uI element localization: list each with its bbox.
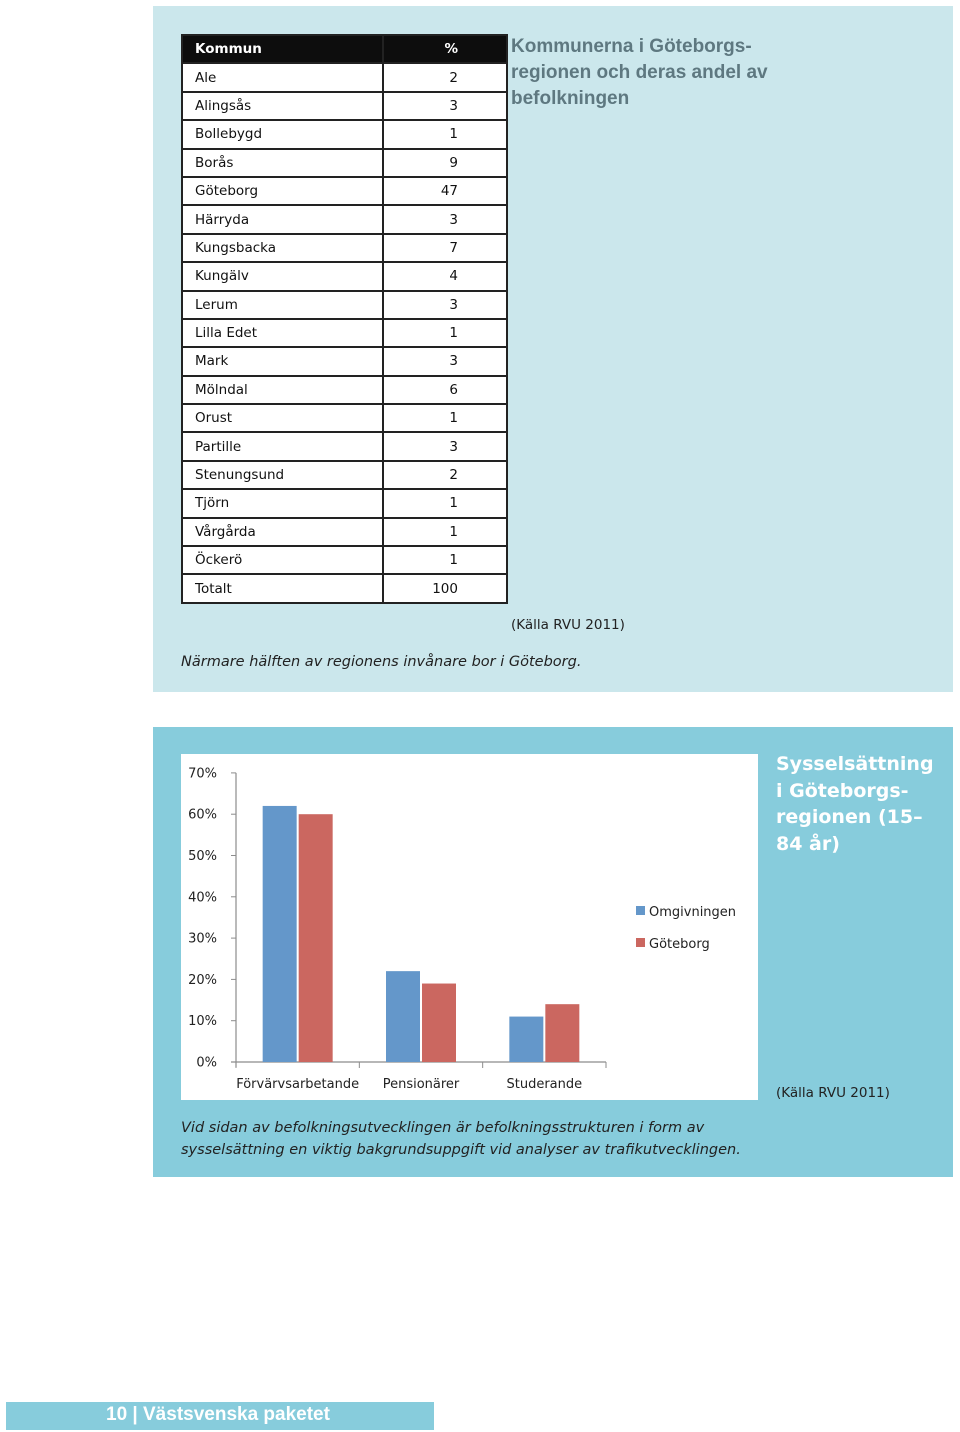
municipality-name: Orust	[182, 404, 383, 432]
table-row	[182, 347, 507, 375]
municipality-name: Mölndal	[182, 376, 383, 404]
municipality-percent: 1	[383, 319, 507, 347]
municipality-percent: 2	[383, 461, 507, 489]
bar-omgivningen-1	[263, 806, 297, 1062]
category-label: Pensionärer	[382, 1077, 460, 1092]
municipality-percent: 3	[383, 205, 507, 233]
municipality-percent: 47	[383, 177, 507, 205]
legend-label: Omgivningen	[649, 905, 737, 920]
municipality-name: Kungsbacka	[182, 234, 383, 262]
chart-title: Sysselsättning i Göteborgs-regionen (15–84 år)	[776, 753, 934, 855]
municipality-name: Vårgårda	[182, 518, 383, 546]
municipality-percent: 3	[383, 92, 507, 120]
legend-swatch-omgivningen	[636, 906, 645, 915]
chart-source: (Källa RVU 2011)	[776, 1085, 890, 1101]
table-row	[182, 376, 507, 404]
municipality-name: Stenungsund	[182, 461, 383, 489]
category-label: Studerande	[506, 1077, 583, 1092]
table-row	[182, 518, 507, 546]
municipality-percent: 1	[383, 120, 507, 148]
footer-text: 10 | Västsvenska paketet	[106, 1404, 330, 1425]
bar-göteborg-1	[299, 814, 333, 1062]
municipality-name: Ale	[182, 63, 383, 91]
table-row	[182, 404, 507, 432]
municipality-percent: 4	[383, 262, 507, 290]
table-row	[182, 205, 507, 233]
y-tick-label: 30%	[188, 931, 217, 947]
municipality-name: Öckerö	[182, 546, 383, 574]
municipality-name: Tjörn	[182, 489, 383, 517]
table-header-row	[182, 35, 507, 63]
legend-label: Göteborg	[649, 937, 710, 952]
municipality-percent: 1	[383, 546, 507, 574]
municipality-name: Totalt	[182, 574, 383, 602]
municipality-percent: 3	[383, 291, 507, 319]
legend-swatch-göteborg	[636, 938, 645, 947]
y-tick-label: 70%	[188, 766, 217, 782]
municipality-percent: 2	[383, 63, 507, 91]
y-tick-label: 10%	[188, 1014, 217, 1030]
municipality-name: Göteborg	[182, 177, 383, 205]
table-row	[182, 432, 507, 460]
table-title: Kommunerna i Göteborgs-regionen och deras andel av befolkningen	[511, 36, 768, 109]
bar-omgivningen-3	[509, 1017, 543, 1062]
table-row	[182, 546, 507, 574]
municipality-percent: 9	[383, 149, 507, 177]
table-row	[182, 489, 507, 517]
table-row	[182, 319, 507, 347]
municipality-name: Mark	[182, 347, 383, 375]
table-source: (Källa RVU 2011)	[511, 617, 625, 633]
bar-omgivningen-2	[386, 971, 420, 1062]
y-tick-label: 0%	[196, 1055, 217, 1071]
y-tick-label: 60%	[188, 807, 217, 823]
y-tick-label: 20%	[188, 972, 217, 988]
municipality-name: Alingsås	[182, 92, 383, 120]
municipality-name: Partille	[182, 432, 383, 460]
table-row	[182, 92, 507, 120]
table-row	[182, 63, 507, 91]
header-percent: %	[383, 35, 507, 63]
municipality-percent: 100	[383, 574, 507, 602]
table-row	[182, 262, 507, 290]
municipality-percent: 1	[383, 489, 507, 517]
bar-göteborg-2	[422, 984, 456, 1062]
y-tick-label: 50%	[188, 849, 217, 864]
chart-caption: Vid sidan av befolkningsutvecklingen är befolkningsstrukturen i form av sysselsättning en viktig bakgrundsuppgift vid analyser av trafikutvecklingen.	[181, 1120, 741, 1158]
table-row	[182, 177, 507, 205]
y-tick-label: 40%	[188, 890, 217, 906]
municipality-percent: 7	[383, 234, 507, 262]
table-caption: Närmare hälften av regionens invånare bor i Göteborg.	[181, 654, 582, 670]
municipality-table	[181, 34, 508, 604]
municipality-name: Lerum	[182, 291, 383, 319]
header-kommun: Kommun	[182, 35, 383, 63]
table-row	[182, 149, 507, 177]
municipality-name: Lilla Edet	[182, 319, 383, 347]
table-row	[182, 234, 507, 262]
table-row	[182, 461, 507, 489]
employment-chart	[181, 754, 758, 1100]
bar-göteborg-3	[545, 1004, 579, 1062]
municipality-name: Härryda	[182, 205, 383, 233]
table-row	[182, 291, 507, 319]
municipality-name: Borås	[182, 149, 383, 177]
footer-bar	[6, 1402, 434, 1430]
municipality-percent: 3	[383, 432, 507, 460]
municipality-percent: 1	[383, 518, 507, 546]
municipality-name: Kungälv	[182, 262, 383, 290]
municipality-name: Bollebygd	[182, 120, 383, 148]
table-row	[182, 120, 507, 148]
municipality-percent: 1	[383, 404, 507, 432]
municipality-percent: 6	[383, 376, 507, 404]
municipality-percent: 3	[383, 347, 507, 375]
table-row	[182, 574, 507, 602]
category-label: Förvärvsarbetande	[236, 1077, 360, 1092]
